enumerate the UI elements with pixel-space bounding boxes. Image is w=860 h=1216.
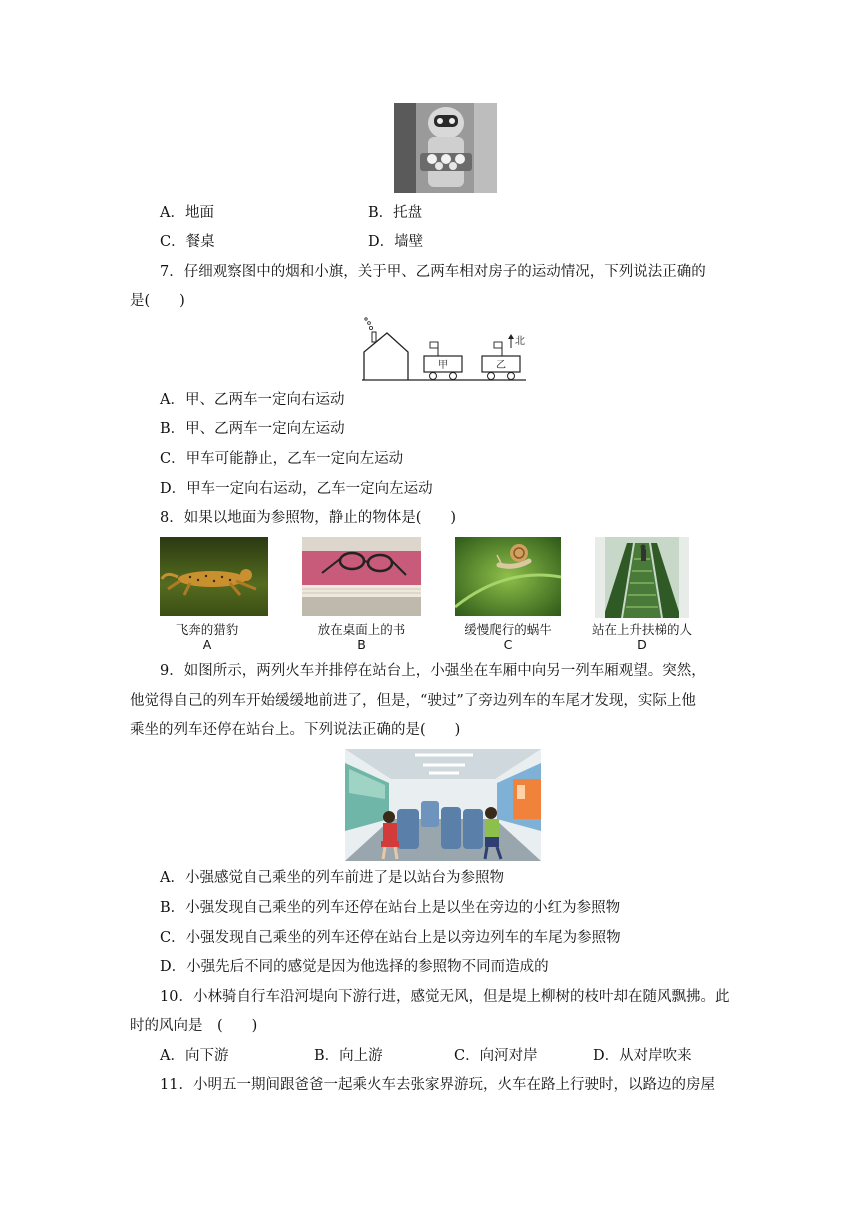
q6-option-c: C．餐桌 bbox=[160, 234, 215, 250]
q9-stem-line1: 9．如图所示，两列火车并排停在站台上，小强坐在车厢中向另一列车厢观望。突然， bbox=[160, 663, 706, 679]
q7-option-a: A．甲、乙两车一定向右运动 bbox=[160, 392, 345, 408]
q8-stem: 8．如果以地面为参照物，静止的物体是( ) bbox=[160, 510, 457, 526]
house-cars-figure bbox=[360, 316, 530, 384]
q7-option-b: B．甲、乙两车一定向左运动 bbox=[160, 421, 345, 437]
q7-option-d: D．甲车一定向右运动，乙车一定向左运动 bbox=[160, 481, 433, 497]
q8-caption-c: 缓慢爬行的蜗牛 bbox=[464, 622, 552, 637]
car-yi-label: 乙 bbox=[496, 360, 506, 371]
q7-stem-line2: 是( ) bbox=[130, 293, 185, 309]
q8-caption-b: 放在桌面上的书 bbox=[317, 622, 406, 637]
q8-caption-a: 飞奔的猎豹 bbox=[175, 622, 239, 637]
q7-option-c: C．甲车可能静止，乙车一定向左运动 bbox=[160, 451, 404, 467]
q9-stem-line3: 乘坐的列车还停在站台上。下列说法正确的是( ) bbox=[130, 722, 461, 738]
q10-option-d: D．从对岸吹来 bbox=[593, 1048, 692, 1064]
q8-letter-a: A bbox=[202, 637, 212, 652]
car-jia-label: 甲 bbox=[438, 360, 448, 371]
q10-option-c: C．向河对岸 bbox=[454, 1048, 538, 1064]
q8-letter-d: D bbox=[637, 637, 647, 652]
q6-option-a: A．地面 bbox=[160, 205, 214, 221]
q11-stem-line1: 11．小明五一期间跟爸爸一起乘火车去张家界游玩，火车在路上行驶时，以路边的房屋 bbox=[160, 1077, 715, 1093]
q9-option-a: A．小强感觉自己乘坐的列车前进了是以站台为参照物 bbox=[160, 870, 504, 886]
train-carriage-illustration bbox=[345, 749, 541, 861]
q6-option-d: D．墙壁 bbox=[368, 234, 424, 250]
snail-photo bbox=[455, 537, 561, 616]
cheetah-photo bbox=[160, 537, 268, 616]
book-photo bbox=[302, 537, 421, 616]
q8-caption-d: 站在上升扶梯的人 bbox=[591, 622, 692, 637]
q9-stem-line2: 他觉得自己的列车开始缓缓地前进了，但是，“驶过”了旁边列车的车尾才发现，实际上他 bbox=[130, 693, 696, 709]
q7-stem-line1: 7．仔细观察图中的烟和小旗，关于甲、乙两车相对房子的运动情况，下列说法正确的 bbox=[160, 264, 706, 280]
q10-option-a: A．向下游 bbox=[160, 1048, 229, 1064]
escalator-photo bbox=[595, 537, 689, 618]
q10-option-b: B．向上游 bbox=[314, 1048, 383, 1064]
q10-stem-line1: 10．小林骑自行车沿河堤向下游行进，感觉无风，但是堤上柳树的枝叶却在随风飘拂。此 bbox=[160, 989, 730, 1005]
q8-letter-c: C bbox=[503, 637, 513, 652]
q9-option-c: C．小强发现自己乘坐的列车还停在站台上是以旁边列车的车尾为参照物 bbox=[160, 930, 621, 946]
north-label: 北 bbox=[515, 336, 525, 347]
robot-waiter-photo bbox=[394, 103, 497, 193]
q10-stem-line2: 时的风向是 ( ) bbox=[130, 1018, 258, 1034]
q9-option-b: B．小强发现自己乘坐的列车还停在站台上是以坐在旁边的小红为参照物 bbox=[160, 900, 621, 916]
q9-option-d: D．小强先后不同的感觉是因为他选择的参照物不同而造成的 bbox=[160, 959, 549, 975]
q8-letter-b: B bbox=[357, 637, 366, 652]
q6-option-b: B．托盘 bbox=[368, 205, 423, 221]
